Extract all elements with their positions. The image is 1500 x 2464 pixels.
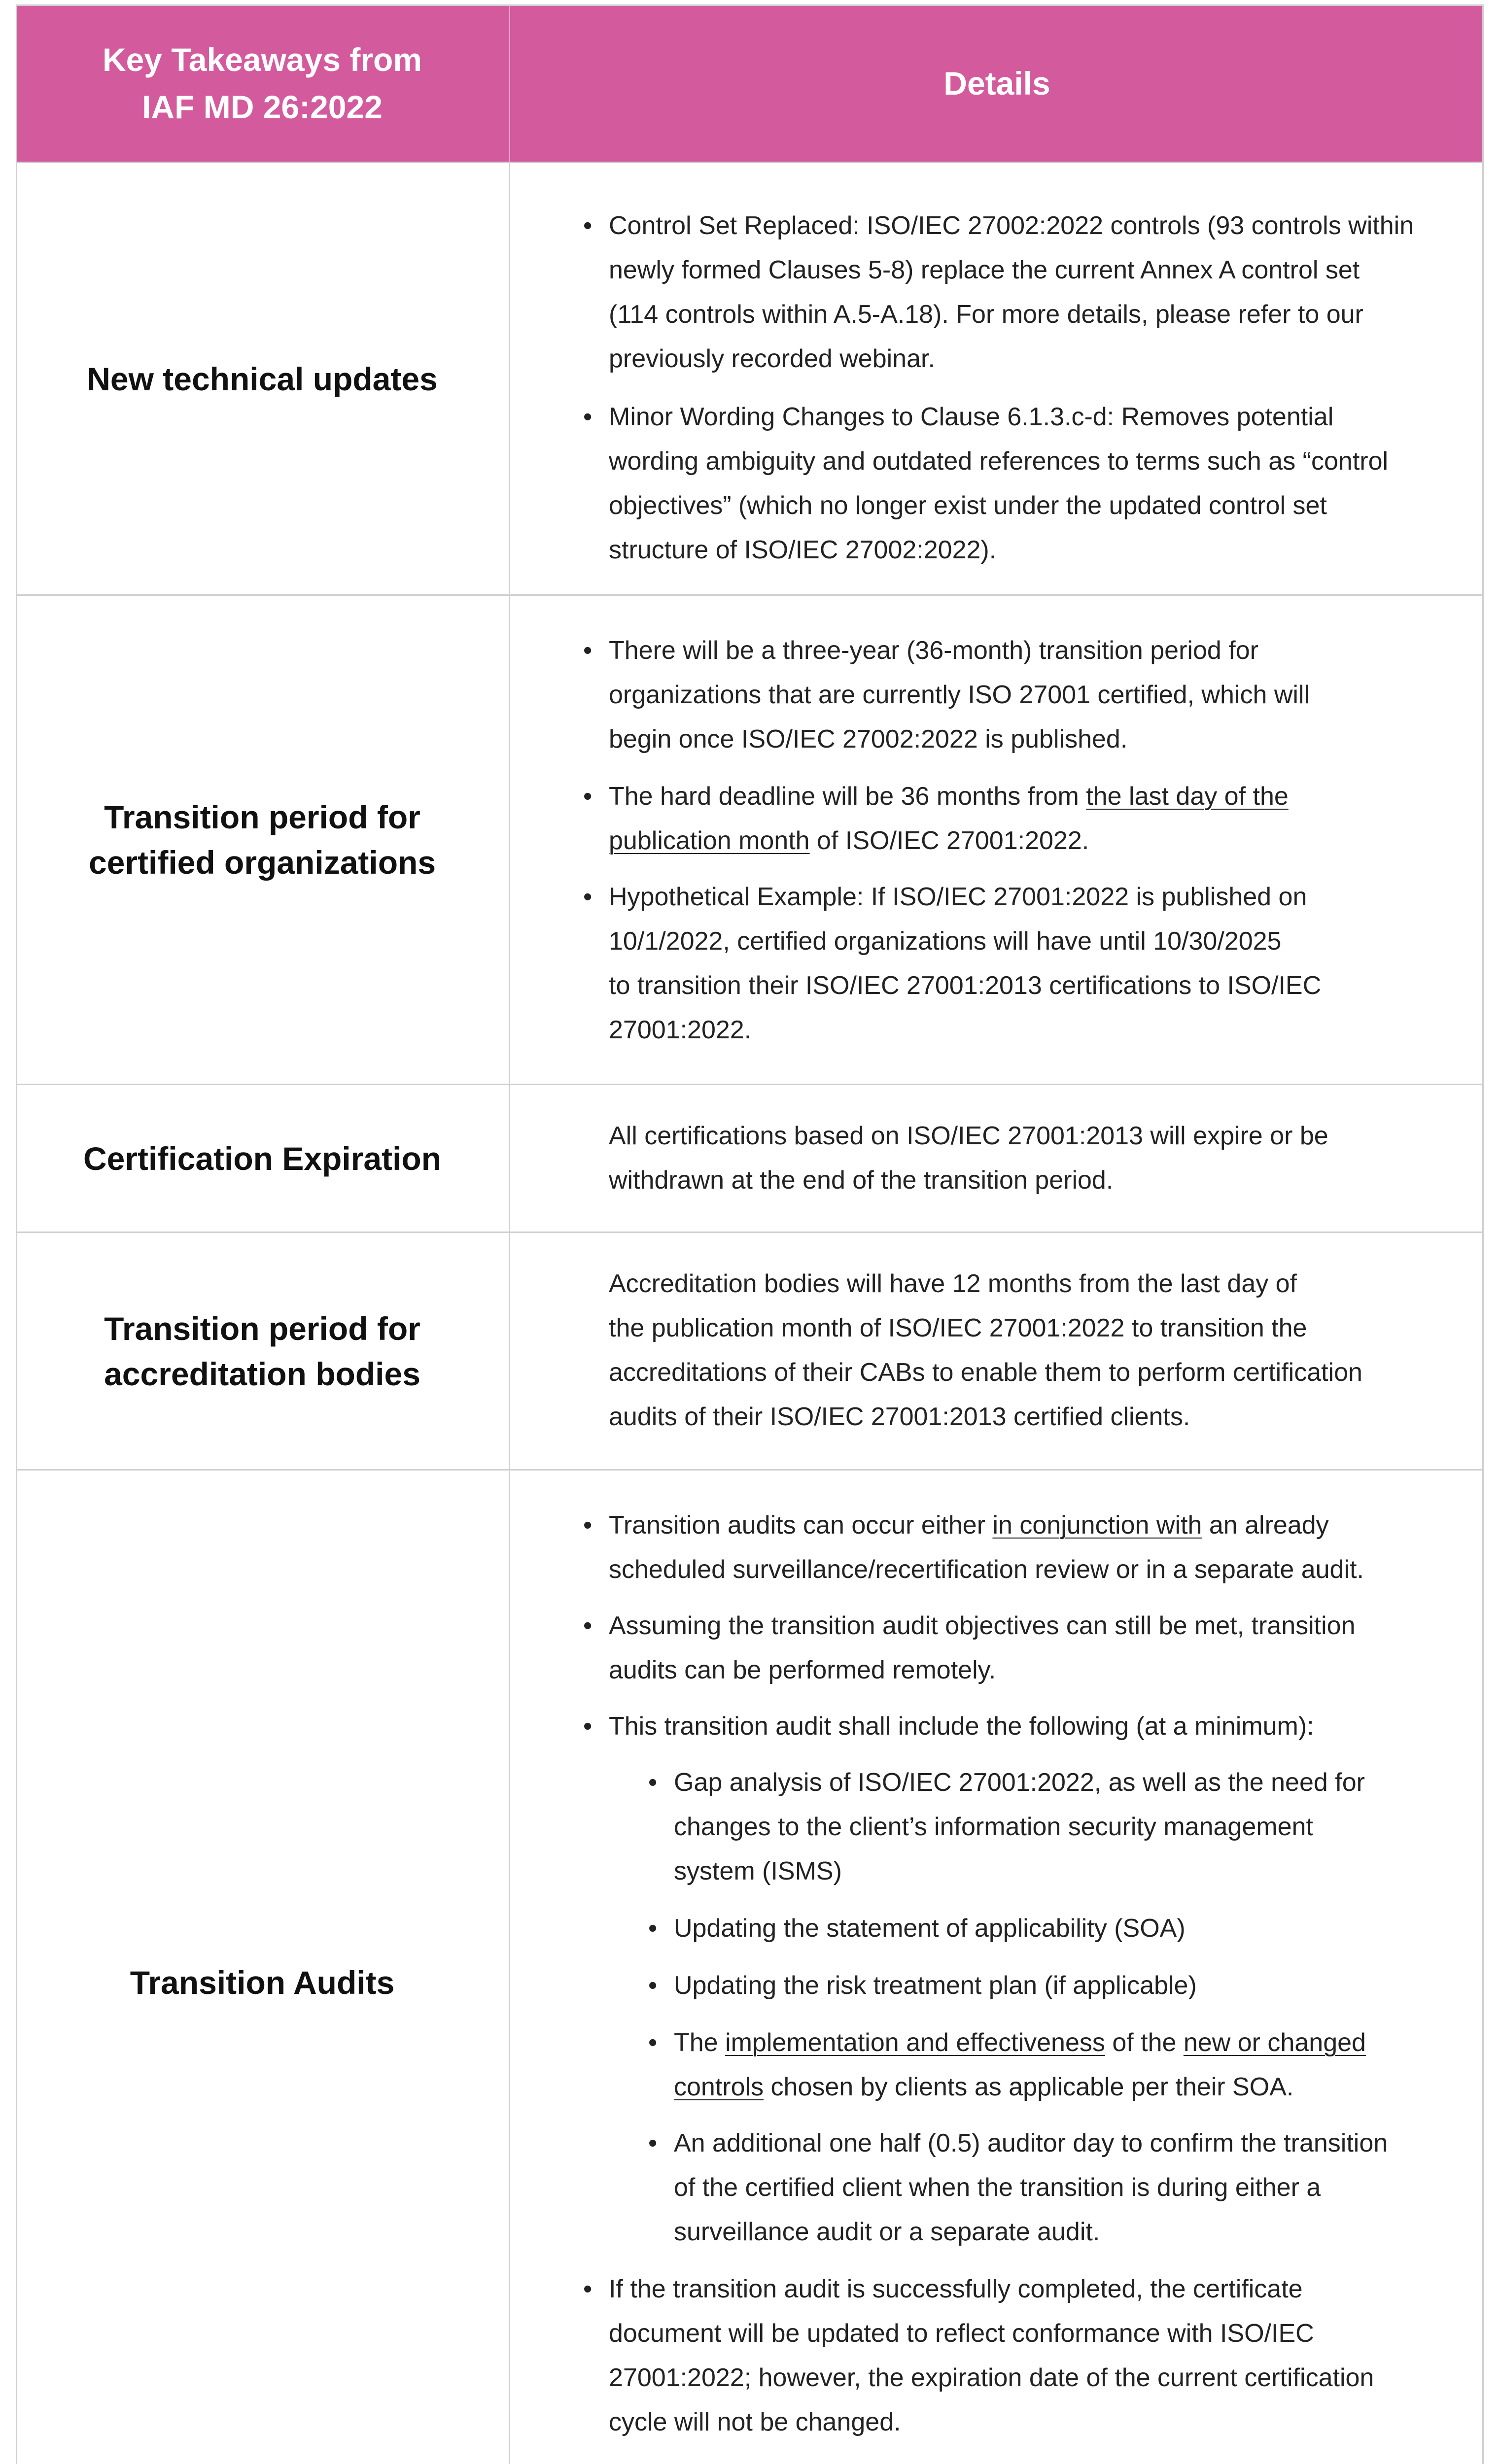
header-right-cell [509,4,1484,162]
row-label: Transition Audits [130,1964,395,2001]
takeaways-table [16,4,1484,2464]
table-row-certified-organizations [16,594,1484,1084]
text-line: wording ambiguity and outdated references to terms such as “control [609,447,1389,476]
bullet-dot: • [583,1511,593,1540]
list-item [583,628,1457,761]
text-line: Accreditation bodies will have 12 months from the last day of [609,1269,1297,1298]
underlined-text: controls [674,2073,764,2101]
row-label-line1: Transition period for [104,1310,420,1347]
sub-list-item [648,2121,1463,2254]
text-line: to transition their ISO/IEC 27001:2013 certifications to ISO/IEC [609,971,1322,1000]
bullet-dot: • [583,211,593,240]
table-row-technical-updates [16,162,1484,594]
details-paragraph [609,1114,1447,1202]
text-line: An additional one half (0.5) auditor day to confirm the transition [674,2129,1388,2157]
list-item [583,395,1457,572]
text-line: changes to the client’s information security management [674,1813,1313,1841]
text-line: audits can be performed remotely. [609,1656,996,1684]
text-line: Assuming the transition audit objectives can still be met, transition [609,1611,1356,1640]
text-line: 10/1/2022, certified organizations will have until 10/30/2025 [609,927,1282,956]
sub-list-item [648,1963,1463,2008]
table-row-accreditation-bodies [16,1232,1484,1469]
row-label-line2: accreditation bodies [104,1355,420,1392]
header-left-line2: IAF MD 26:2022 [142,88,383,125]
list-item [583,2267,1457,2444]
text-span: an already [1202,1511,1329,1540]
bullet-dot: • [648,1971,658,2000]
bullet-dot: • [648,2028,658,2057]
text-line: surveillance audit or a separate audit. [674,2218,1100,2246]
bullet-dot: • [583,1611,593,1640]
row-label-line2: certified organizations [88,844,436,881]
row-label-cell [16,1471,509,2464]
text-line: Minor Wording Changes to Clause 6.1.3.c-d: Removes potential [609,403,1334,431]
text-line: system (ISMS) [674,1857,842,1885]
text-line: Hypothetical Example: If ISO/IEC 27001:2022 is published on [609,883,1307,911]
text-line: of the certified client when the transition is during either a [674,2173,1321,2202]
bullet-dot: • [583,636,593,665]
text-line: There will be a three-year (36-month) transition period for [609,636,1258,665]
text-line: scheduled surveillance/recertification review or in a separate audit. [609,1555,1364,1584]
header-left-line1: Key Takeaways from [102,41,422,78]
text-line: (114 controls within A.5-A.18). For more details, please refer to our [609,300,1363,329]
text-span: chosen by clients as applicable per their SOA. [764,2073,1294,2101]
bullet-dot: • [583,2275,593,2303]
text-line: document will be updated to reflect conformance with ISO/IEC [609,2319,1314,2348]
underlined-text: implementation and effectiveness [725,2028,1105,2057]
text-line: This transition audit shall include the following (at a minimum): [609,1712,1314,1741]
text-line: previously recorded webinar. [609,344,935,373]
table-header [16,4,1484,162]
underlined-text: the last day of the [1086,782,1289,811]
row-details-cell [509,596,1484,1084]
list-item [583,1604,1457,1692]
text-span: The hard deadline will be 36 months from [609,782,1086,811]
text-line: organizations that are currently ISO 27001 certified, which will [609,681,1310,709]
text-line: Updating the statement of applicability (SOA) [674,1914,1186,1943]
text-span: of ISO/IEC 27001:2022. [809,826,1089,855]
row-details-cell [509,1233,1484,1469]
bullet-dot: • [648,1768,658,1797]
row-label-cell [16,1085,509,1232]
underlined-text: in conjunction with [992,1511,1202,1540]
text-span: The [674,2028,726,2057]
sub-list-item [648,1906,1463,1951]
text-line: cycle will not be changed. [609,2408,901,2436]
text-line: structure of ISO/IEC 27002:2022). [609,536,997,564]
text-line: withdrawn at the end of the transition period. [609,1166,1114,1195]
sub-list-item [648,2020,1463,2109]
row-label-cell [16,1233,509,1469]
list-item [583,875,1457,1052]
text-line: Updating the risk treatment plan (if applicable) [674,1971,1197,2000]
table-row-certification-expiration [16,1084,1484,1232]
text-line: All certifications based on ISO/IEC 27001:2013 will expire or be [609,1122,1328,1150]
text-line: audits of their ISO/IEC 27001:2013 certified clients. [609,1403,1190,1431]
text-line [609,819,1457,863]
row-label-cell [16,596,509,1084]
table-row-transition-audits [16,1469,1484,2464]
header-left-cell [16,4,509,162]
text-span: of the [1105,2028,1184,2057]
list-item [583,774,1457,863]
bullet-dot: • [648,1914,658,1943]
details-paragraph [609,1262,1447,1439]
row-details-cell [509,1471,1484,2464]
text-line [674,2065,1463,2109]
row-details-cell [509,163,1484,594]
bullet-dot: • [583,782,593,811]
list-item [583,1704,1457,1748]
row-label-cell [16,163,509,594]
text-line: accreditations of their CABs to enable them to perform certification [609,1358,1362,1387]
text-line [609,1503,1457,1547]
text-line [609,774,1457,819]
text-line: begin once ISO/IEC 27002:2022 is published. [609,725,1128,753]
header-details: Details [943,65,1050,102]
bullet-dot: • [648,2129,658,2157]
text-line: the publication month of ISO/IEC 27001:2022 to transition the [609,1314,1307,1342]
underlined-text: new or changed [1183,2028,1366,2057]
row-label-line1: Transition period for [104,799,420,835]
bullet-dot: • [583,403,593,431]
row-details-cell [509,1085,1484,1232]
text-line: 27001:2022. [609,1016,752,1044]
text-line: newly formed Clauses 5-8) replace the current Annex A control set [609,256,1360,284]
text-line: If the transition audit is successfully completed, the certificate [609,2275,1303,2303]
text-line: objectives” (which no longer exist under the updated control set [609,491,1327,520]
row-label: New technical updates [87,360,438,397]
text-line [674,2020,1463,2065]
bullet-dot: • [583,1712,593,1741]
list-item [583,1503,1457,1592]
text-line: Control Set Replaced: ISO/IEC 27002:2022 controls (93 controls within [609,211,1414,240]
text-line: Gap analysis of ISO/IEC 27001:2022, as well as the need for [674,1768,1365,1797]
row-label: Certification Expiration [83,1140,442,1177]
list-item [583,204,1457,381]
text-line: 27001:2022; however, the expiration date of the current certification [609,2363,1374,2392]
underlined-text: publication month [609,826,810,855]
text-span: Transition audits can occur either [609,1511,993,1540]
bullet-dot: • [583,883,593,911]
sub-list-item [648,1760,1463,1893]
